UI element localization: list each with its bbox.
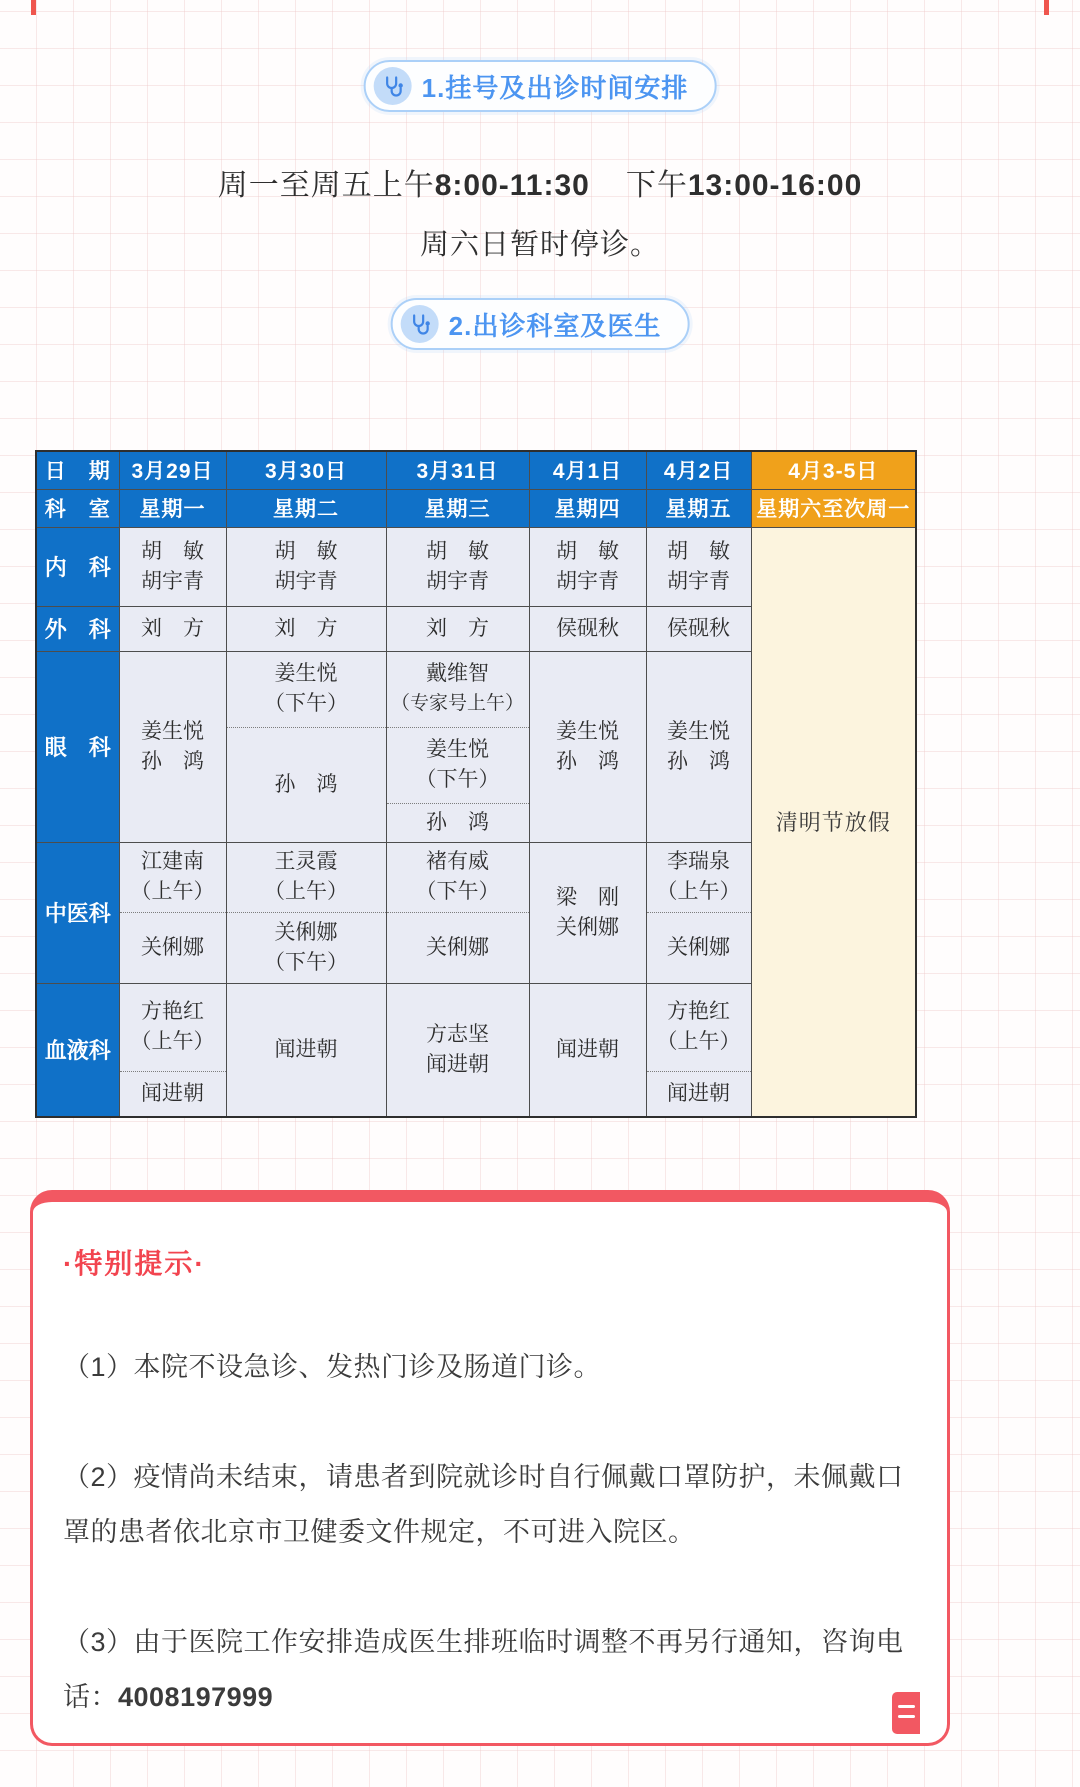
doctor-cell: 胡 敏 胡宇青 xyxy=(386,527,529,606)
doctor-cell: 刘 方 xyxy=(119,606,226,651)
notice-item-1: （1）本院不设急诊、发热门诊及肠道门诊。 xyxy=(63,1352,602,1382)
dept-cell: 外 科 xyxy=(36,606,119,651)
holiday-cell: 清明节放假 xyxy=(751,527,916,1117)
hours-morning: 8:00-11:30 xyxy=(434,169,590,202)
doctor-cell: 胡 敏 胡宇青 xyxy=(529,527,646,606)
stethoscope-icon xyxy=(374,67,412,105)
phone-number: 4008197999 xyxy=(118,1682,274,1712)
doctor-cell: 胡 敏 胡宇青 xyxy=(646,527,751,606)
notice-title: ·特别提示· xyxy=(63,1248,206,1279)
header-date-cell: 日 期 xyxy=(36,451,119,489)
hours-afternoon-prefix: 下午 xyxy=(625,169,688,202)
doctor-cell: 侯砚秋 xyxy=(646,606,751,651)
dept-cell: 血液科 xyxy=(36,983,119,1117)
doctor-cell: 闻进朝 xyxy=(226,983,386,1117)
doctor-cell: 梁 刚 关俐娜 xyxy=(529,842,646,983)
hours-prefix: 周一至周五上午 xyxy=(217,169,435,202)
weekend-note: 周六日暂时停诊。 xyxy=(419,229,660,261)
schedule-table xyxy=(35,450,917,1118)
page-corner-mark-left xyxy=(31,0,36,15)
clinic-hours-weekday xyxy=(0,160,1080,204)
header-date-cell: 3月29日 xyxy=(119,451,226,489)
notice-item-3-text: （3）由于医院工作安排造成医生排班临时调整不再另行通知，咨询电话： xyxy=(63,1627,904,1712)
section-badge-2 xyxy=(391,298,690,350)
doctor-cell: 姜生悦 孙 鸿 xyxy=(529,651,646,842)
header-date-cell: 3月30日 xyxy=(226,451,386,489)
doctor-cell: 胡 敏 胡宇青 xyxy=(226,527,386,606)
doctor-cell: 江建南 （上午） 关俐娜 xyxy=(119,842,226,983)
doctor-cell: 王灵霞 （上午） 关俐娜 （下午） xyxy=(226,842,386,983)
header-weekday-cell: 星期五 xyxy=(646,489,751,527)
dept-cell: 内 科 xyxy=(36,527,119,606)
header-date-cell: 4月3-5日 xyxy=(751,451,916,489)
header-date-cell: 4月2日 xyxy=(646,451,751,489)
doctor-cell: 闻进朝 xyxy=(529,983,646,1117)
notice-item-2: （2）疫情尚未结束，请患者到院就诊时自行佩戴口罩防护，未佩戴口罩的患者依北京市卫健委文件规定，不可进入院区。 xyxy=(63,1462,904,1547)
notice-item-3 xyxy=(63,1615,917,1725)
doctor-cell: 李瑞泉 （上午） 关俐娜 xyxy=(646,842,751,983)
page-corner-mark-right xyxy=(1044,0,1049,15)
doctor-cell: 刘 方 xyxy=(226,606,386,651)
dept-cell: 眼 科 xyxy=(36,651,119,842)
sticker-icon xyxy=(892,1692,920,1734)
header-weekday-cell: 星期四 xyxy=(529,489,646,527)
doctor-cell: 刘 方 xyxy=(386,606,529,651)
header-weekday-cell: 星期三 xyxy=(386,489,529,527)
doctor-cell: 方志坚 闻进朝 xyxy=(386,983,529,1117)
header-date-cell: 3月31日 xyxy=(386,451,529,489)
doctor-cell: 戴维智 （专家号上午） 姜生悦 （下午） 孙 鸿 xyxy=(386,651,529,842)
hours-afternoon: 13:00-16:00 xyxy=(687,169,863,202)
header-weekday-cell: 星期六至次周一 xyxy=(751,489,916,527)
notice-box xyxy=(30,1190,950,1746)
doctor-cell: 方艳红 （上午） 闻进朝 xyxy=(646,983,751,1117)
doctor-cell: 侯砚秋 xyxy=(529,606,646,651)
doctor-cell: 姜生悦 孙 鸿 xyxy=(119,651,226,842)
section1-title: 1.挂号及出诊时间安排 xyxy=(421,72,689,103)
doctor-cell: 姜生悦 孙 鸿 xyxy=(646,651,751,842)
dept-cell: 中医科 xyxy=(36,842,119,983)
doctor-cell: 褚有威 （下午） 关俐娜 xyxy=(386,842,529,983)
doctor-cell: 方艳红 （上午） 闻进朝 xyxy=(119,983,226,1117)
section-badge-1 xyxy=(364,60,717,112)
doctor-cell: 胡 敏 胡宇青 xyxy=(119,527,226,606)
clinic-hours xyxy=(0,160,1080,263)
section2-title: 2.出诊科室及医生 xyxy=(448,310,662,341)
stethoscope-icon xyxy=(401,305,439,343)
header-weekday-cell: 星期二 xyxy=(226,489,386,527)
header-date-cell: 4月1日 xyxy=(529,451,646,489)
header-weekday-cell: 星期一 xyxy=(119,489,226,527)
header-weekday-cell: 科 室 xyxy=(36,489,119,527)
doctor-cell: 姜生悦 （下午） 孙 鸿 xyxy=(226,651,386,842)
